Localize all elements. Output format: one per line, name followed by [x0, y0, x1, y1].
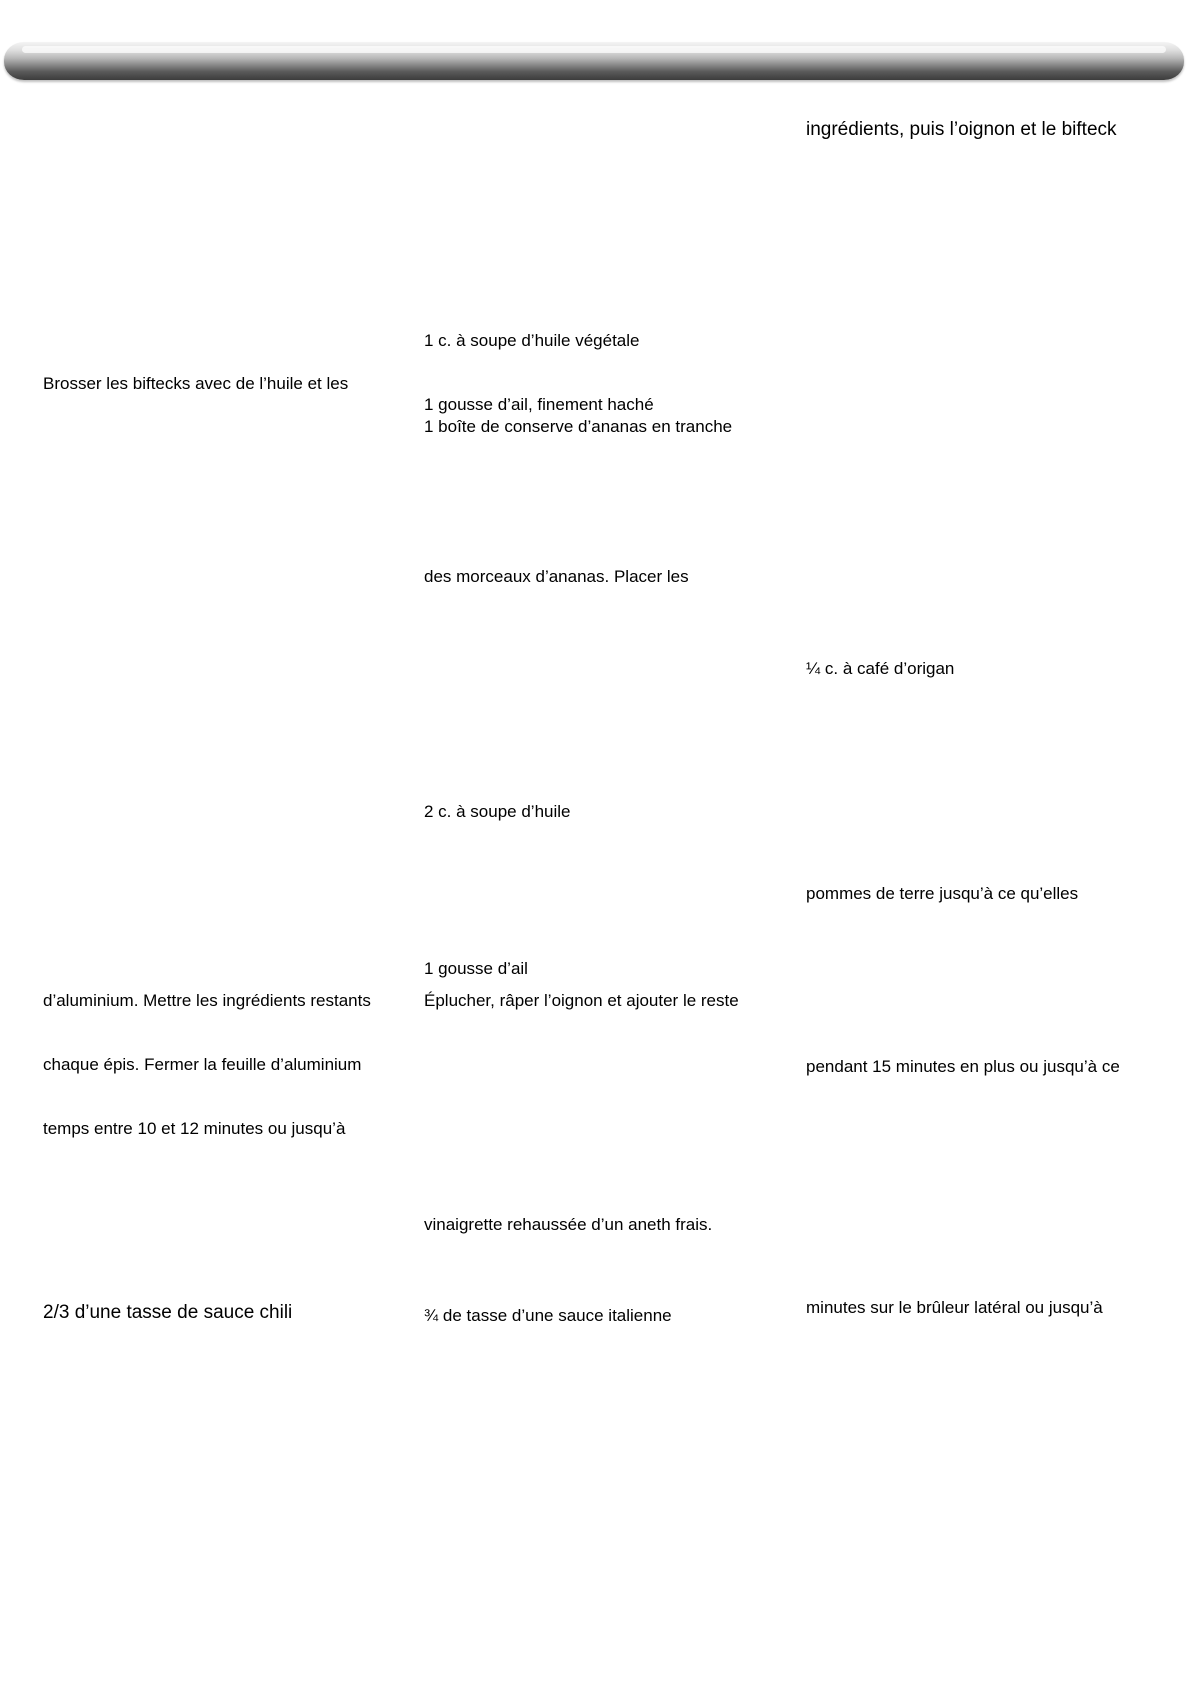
col2-sauce-italienne-text: ¾ de tasse d’une sauce italienne — [424, 1306, 672, 1325]
col1-aluminium-text: d’aluminium. Mettre les ingrédients restants — [43, 991, 371, 1010]
col1-chili-text: 2/3 d’une tasse de sauce chili — [43, 1302, 293, 1323]
col3-origan-text: ¼ c. à café d’origan — [806, 659, 955, 678]
col2-eplucher-text: Éplucher, râper l’oignon et ajouter le reste — [424, 991, 739, 1010]
col2-vinaigrette-text: vinaigrette rehaussée d’un aneth frais. — [424, 1215, 713, 1234]
col2-huile-vegetale-text: 1 c. à soupe d’huile végétale — [424, 331, 640, 350]
col3-pommes-text: pommes de terre jusqu’à ce qu’elles — [806, 884, 1079, 903]
col2-ail2-text: 1 gousse d’ail — [424, 959, 528, 978]
col1-epis-text: chaque épis. Fermer la feuille d’aluminium — [43, 1055, 362, 1074]
col2-huile2-text: 2 c. à soupe d’huile — [424, 802, 571, 821]
col2-ail-hache-text: 1 gousse d’ail, finement haché — [424, 395, 654, 414]
col2-ananas-boite-text: 1 boîte de conserve d’ananas en tranche — [424, 417, 733, 436]
col3-pendant-text: pendant 15 minutes en plus ou jusqu’à ce — [806, 1057, 1120, 1076]
col3-ingredients-text: ingrédients, puis l’oignon et le bifteck — [806, 119, 1117, 140]
header-bar — [4, 42, 1184, 80]
col1-temps-text: temps entre 10 et 12 minutes ou jusqu’à — [43, 1119, 346, 1138]
col3-minutes-text: minutes sur le brûleur latéral ou jusqu’à — [806, 1298, 1103, 1317]
col1-brush-text: Brosser les biftecks avec de l’huile et les — [43, 374, 349, 393]
col2-morceaux-text: des morceaux d’ananas. Placer les — [424, 567, 689, 586]
